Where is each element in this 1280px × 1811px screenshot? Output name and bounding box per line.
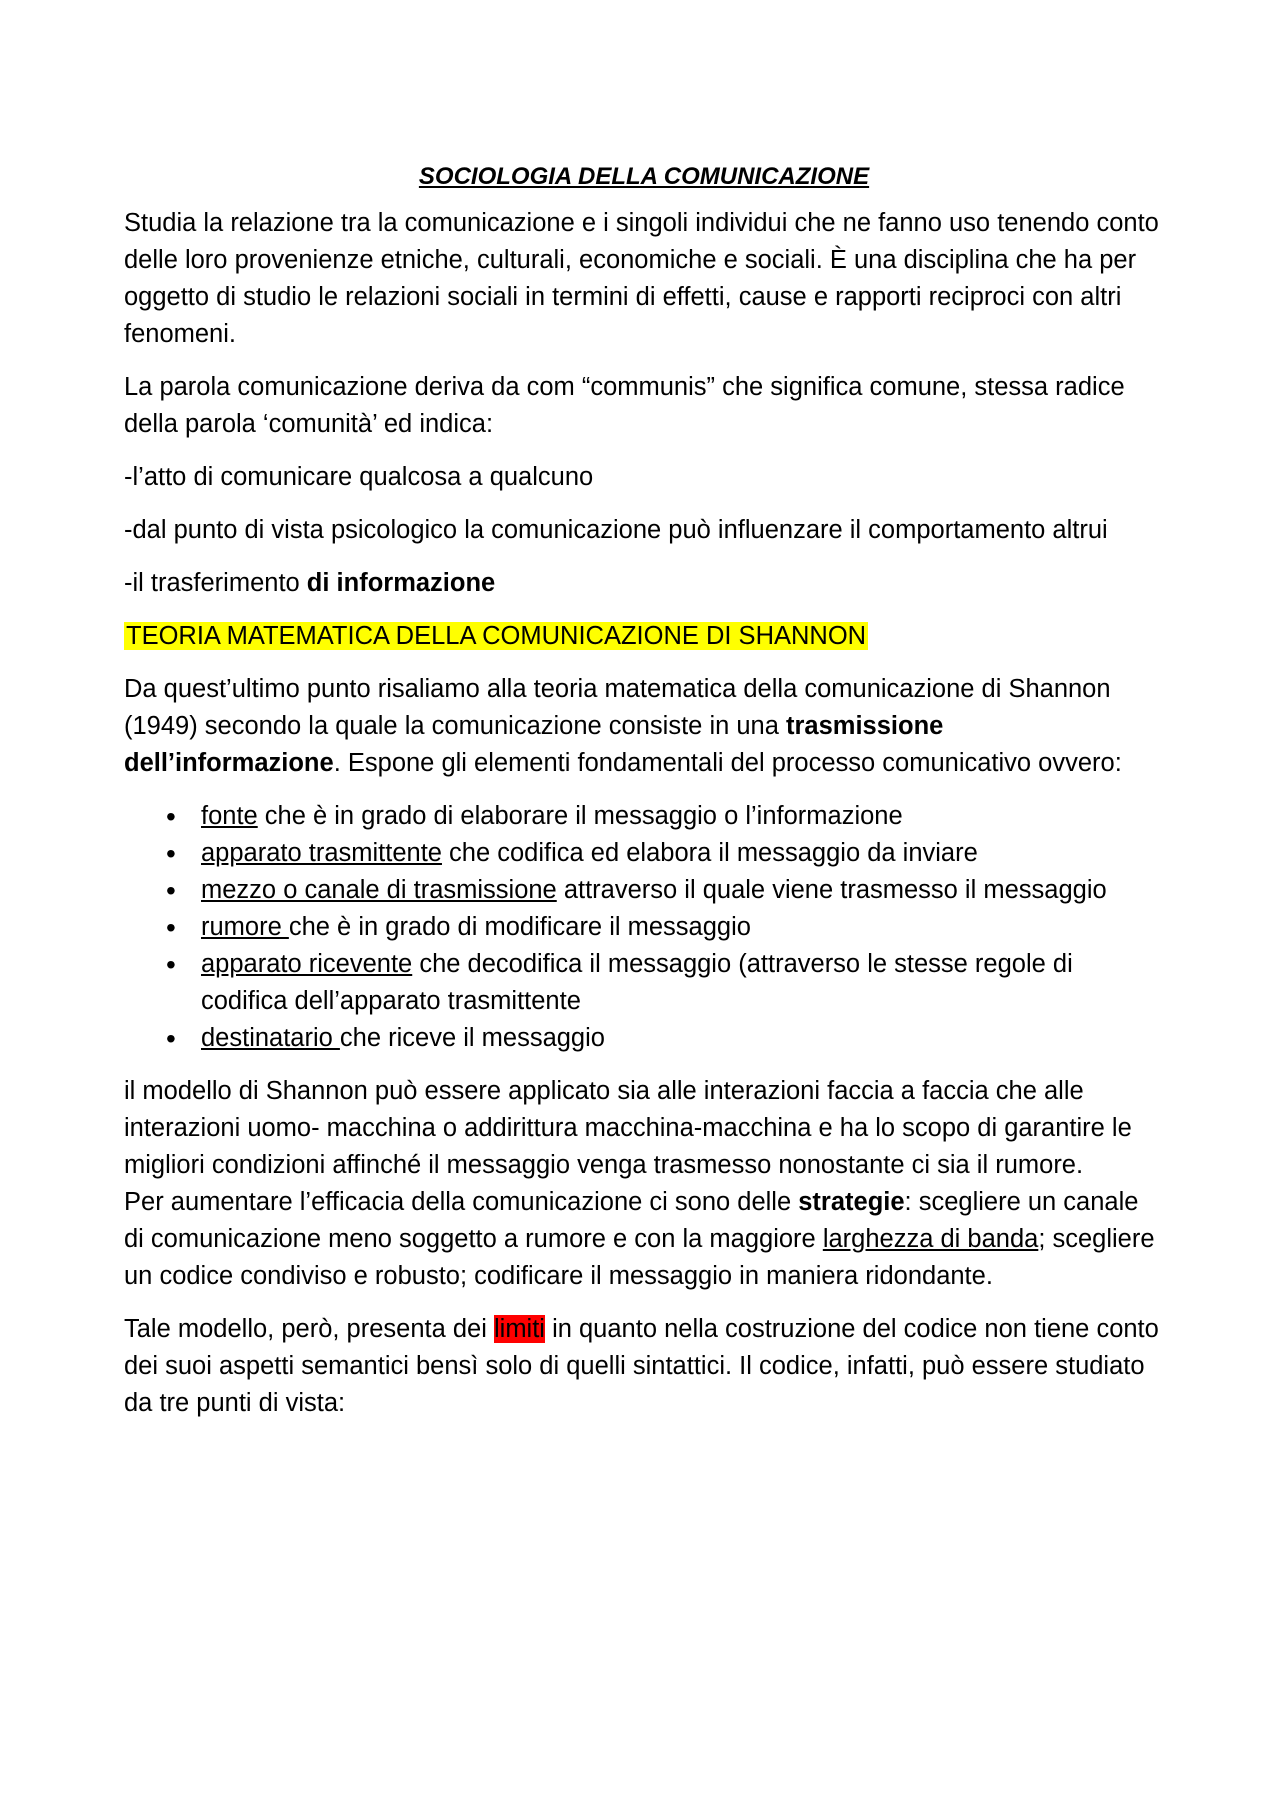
limits-text-post: in quanto nella costruzione del codice non tiene conto dei suoi aspetti semantici bensì solo di quelli sintattici. Il codice, infatti, può essere studiato da tre punti di vista: <box>124 1315 1159 1417</box>
model-paragraph: il modello di Shannon può essere applicato sia alle interazioni faccia a faccia che alle interazioni uomo- macchina o addirittura macchina-macchina e ha lo scopo di garantire le migliori condizioni affinché il messaggio venga trasmesso nonostante ci sia il rumore. <box>124 1077 1132 1179</box>
elements-list <box>124 798 1164 1057</box>
list-item-term: rumore <box>201 913 289 941</box>
list-item <box>124 835 1164 872</box>
shannon-paragraph <box>124 671 1164 782</box>
limits-paragraph <box>124 1311 1164 1422</box>
definition-item-1: -l’atto di comunicare qualcosa a qualcuno <box>124 463 594 491</box>
list-item-term: fonte <box>201 802 258 830</box>
list-item-term: destinatario <box>201 1024 340 1052</box>
list-item-text: che codifica ed elabora il messaggio da inviare <box>441 839 978 867</box>
strategies-text-pre: Per aumentare l’efficacia della comunicazione ci sono delle <box>124 1188 799 1216</box>
definition-item-3-bold: di informazione <box>306 569 496 597</box>
strategies-text-post: ; scegliere un codice condiviso e robusto; codificare il messaggio in maniera ridondante. <box>124 1225 1155 1290</box>
list-item-term: apparato trasmittente <box>201 839 442 867</box>
strategies-paragraph <box>124 1184 1164 1295</box>
document-title: SOCIOLOGIA DELLA COMUNICAZIONE <box>418 163 870 190</box>
list-item <box>124 872 1164 909</box>
limits-text-pre: Tale modello, però, presenta dei <box>124 1315 494 1343</box>
strategies-text-underline: larghezza di banda <box>822 1225 1039 1253</box>
strategies-text-bold: strategie <box>798 1188 905 1216</box>
definition-item-2: -dal punto di vista psicologico la comunicazione può influenzare il comportamento altrui <box>124 516 1108 544</box>
list-item-text: che è in grado di elaborare il messaggio o l’informazione <box>257 802 903 830</box>
shannon-text-bold: trasmissione dell’informazione <box>124 712 944 777</box>
etymology-paragraph: La parola comunicazione deriva da com “communis” che significa comune, stessa radice della parola ‘comunità’ ed indica: <box>124 373 1125 438</box>
list-item <box>124 909 1164 946</box>
definition-item-3 <box>124 565 1164 602</box>
list-item <box>124 798 1164 835</box>
list-item <box>124 1020 1164 1057</box>
section-heading-highlight: TEORIA MATEMATICA DELLA COMUNICAZIONE DI SHANNON <box>126 622 867 650</box>
list-item-text: che è in grado di modificare il messaggio <box>288 913 751 941</box>
document-page <box>124 158 1164 1438</box>
limits-highlight: limiti <box>493 1315 545 1343</box>
list-item <box>124 946 1164 1020</box>
definition-item-3-text: -il trasferimento <box>124 569 307 597</box>
shannon-text-post: . Espone gli elementi fondamentali del processo comunicativo ovvero: <box>333 749 1122 777</box>
list-item-text: attraverso il quale viene trasmesso il messaggio <box>556 876 1107 904</box>
section-heading <box>124 618 1164 655</box>
strategies-text-mid: : scegliere un canale di comunicazione meno soggetto a rumore e con la maggiore <box>124 1188 1139 1253</box>
list-item-text: che riceve il messaggio <box>339 1024 605 1052</box>
intro-paragraph: Studia la relazione tra la comunicazione e i singoli individui che ne fanno uso tenendo conto delle loro provenienze etniche, culturali, economiche e sociali. È una disciplina che ha per oggetto di studio le relazioni sociali in termini di effetti, cause e rapporti reciproci con altri fenomeni. <box>124 209 1159 348</box>
list-item-text: che decodifica il messaggio (attraverso le stesse regole di codifica dell’apparato trasmittente <box>201 950 1073 1015</box>
shannon-text-pre: Da quest’ultimo punto risaliamo alla teoria matematica della comunicazione di Shannon (1949) secondo la quale la comunicazione consiste in una <box>124 675 1111 740</box>
list-item-term: mezzo o canale di trasmissione <box>201 876 557 904</box>
list-item-term: apparato ricevente <box>201 950 413 978</box>
